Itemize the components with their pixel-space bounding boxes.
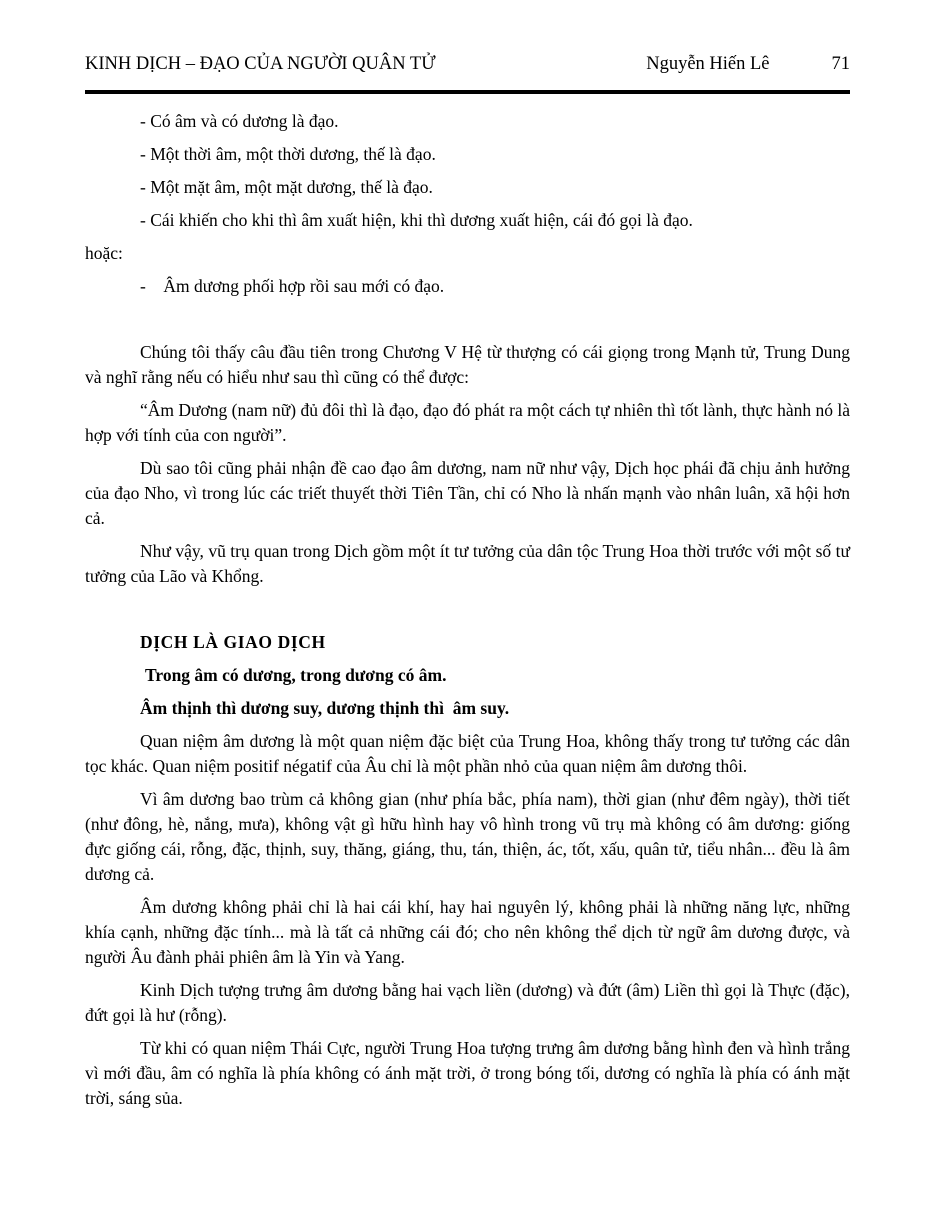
paragraph: Kinh Dịch tượng trưng âm dương bằng hai vạch liền (dương) và đứt (âm) Liền thì gọi là Thực (đặc), đứt gọi là hư (rỗng).: [85, 980, 850, 1025]
running-header: [85, 52, 850, 76]
hoac-label: hoặc:: [85, 243, 123, 263]
paragraph: Từ khi có quan niệm Thái Cực, người Trung Hoa tượng trưng âm dương bằng hình đen và hình trắng vì mới đầu, âm có nghĩa là phía không có ánh mặt trời, ở trong bóng tối, dương có nghĩa là phía có ánh mặt trời, sáng sủa.: [85, 1038, 850, 1108]
definition-list-item: - Có âm và có dương là đạo.: [140, 111, 339, 131]
paragraph: Âm dương không phải chỉ là hai cái khí, hay hai nguyên lý, không phải là những năng lực, những khía cạnh, những đặc tính... mà là tất cả những cái đó; cho nên không thể dịch từ ngữ âm dương được, và người Âu đành phải phiên âm là Yin và Yang.: [85, 897, 850, 967]
paragraph: Quan niệm âm dương là một quan niệm đặc biệt của Trung Hoa, không thấy trong tư tưởng các dân tọc khác. Quan niệm positif négatif của Âu chỉ là một phần nhỏ của quan niệm âm dương thôi.: [85, 731, 850, 776]
author-name: Nguyễn Hiến Lê: [646, 54, 770, 74]
paragraph: Vì âm dương bao trùm cả không gian (như phía bắc, phía nam), thời gian (như đêm ngày), thời tiết (như đông, hè, nắng, mưa), không vật gì hữu hình hay vô hình trong vũ trụ mà không có âm dương: giống đực giống cái, rỗng, đặc, thịnh, suy, thăng, giáng, thu, tán, thiện, ác, tốt, xấu, quân tử, tiểu nhân... đều là âm dương cả.: [85, 789, 850, 884]
section-subheading: Âm thịnh thì dương suy, dương thịnh thì âm suy.: [140, 698, 510, 718]
definition-list-item: - Âm dương phối hợp rồi sau mới có đạo.: [140, 276, 445, 296]
definition-list-item: - Cái khiến cho khi thì âm xuất hiện, khi thì dương xuất hiện, cái đó gọi là đạo.: [140, 210, 693, 230]
section-subheading: Trong âm có dương, trong dương có âm.: [145, 665, 447, 685]
paragraph: Như vậy, vũ trụ quan trong Dịch gồm một ít tư tưởng của dân tộc Trung Hoa thời trước với một số tư tưởng của Lão và Khổng.: [85, 541, 850, 586]
page-number: 71: [831, 54, 850, 74]
paragraph: Chúng tôi thấy câu đầu tiên trong Chương V Hệ từ thượng có cái giọng trong Mạnh tử, Trung Dung và nghĩ rằng nếu có hiểu như sau thì cũng có thể được:: [85, 342, 850, 387]
paragraph: Dù sao tôi cũng phải nhận đề cao đạo âm dương, nam nữ như vậy, Dịch học phái đã chịu ảnh hưởng của đạo Nho, vì trong lúc các triết thuyết thời Tiên Tần, chỉ có Nho là nhấn mạnh vào nhân luân, xã hội hơn cả.: [85, 458, 850, 528]
section-heading: DỊCH LÀ GIAO DỊCH: [140, 632, 326, 652]
page-body: [85, 94, 850, 1111]
paragraph-quote: “Âm Dương (nam nữ) đủ đôi thì là đạo, đạo đó phát ra một cách tự nhiên thì tốt lành, thực hành nó là hợp với tính của con người”.: [85, 400, 850, 445]
definition-list-item: - Một thời âm, một thời dương, thế là đạo.: [140, 144, 436, 164]
definition-list-item: - Một mặt âm, một mặt dương, thế là đạo.: [140, 177, 433, 197]
book-title: KINH DỊCH – ĐẠO CỦA NGƯỜI QUÂN TỬ: [85, 54, 436, 74]
